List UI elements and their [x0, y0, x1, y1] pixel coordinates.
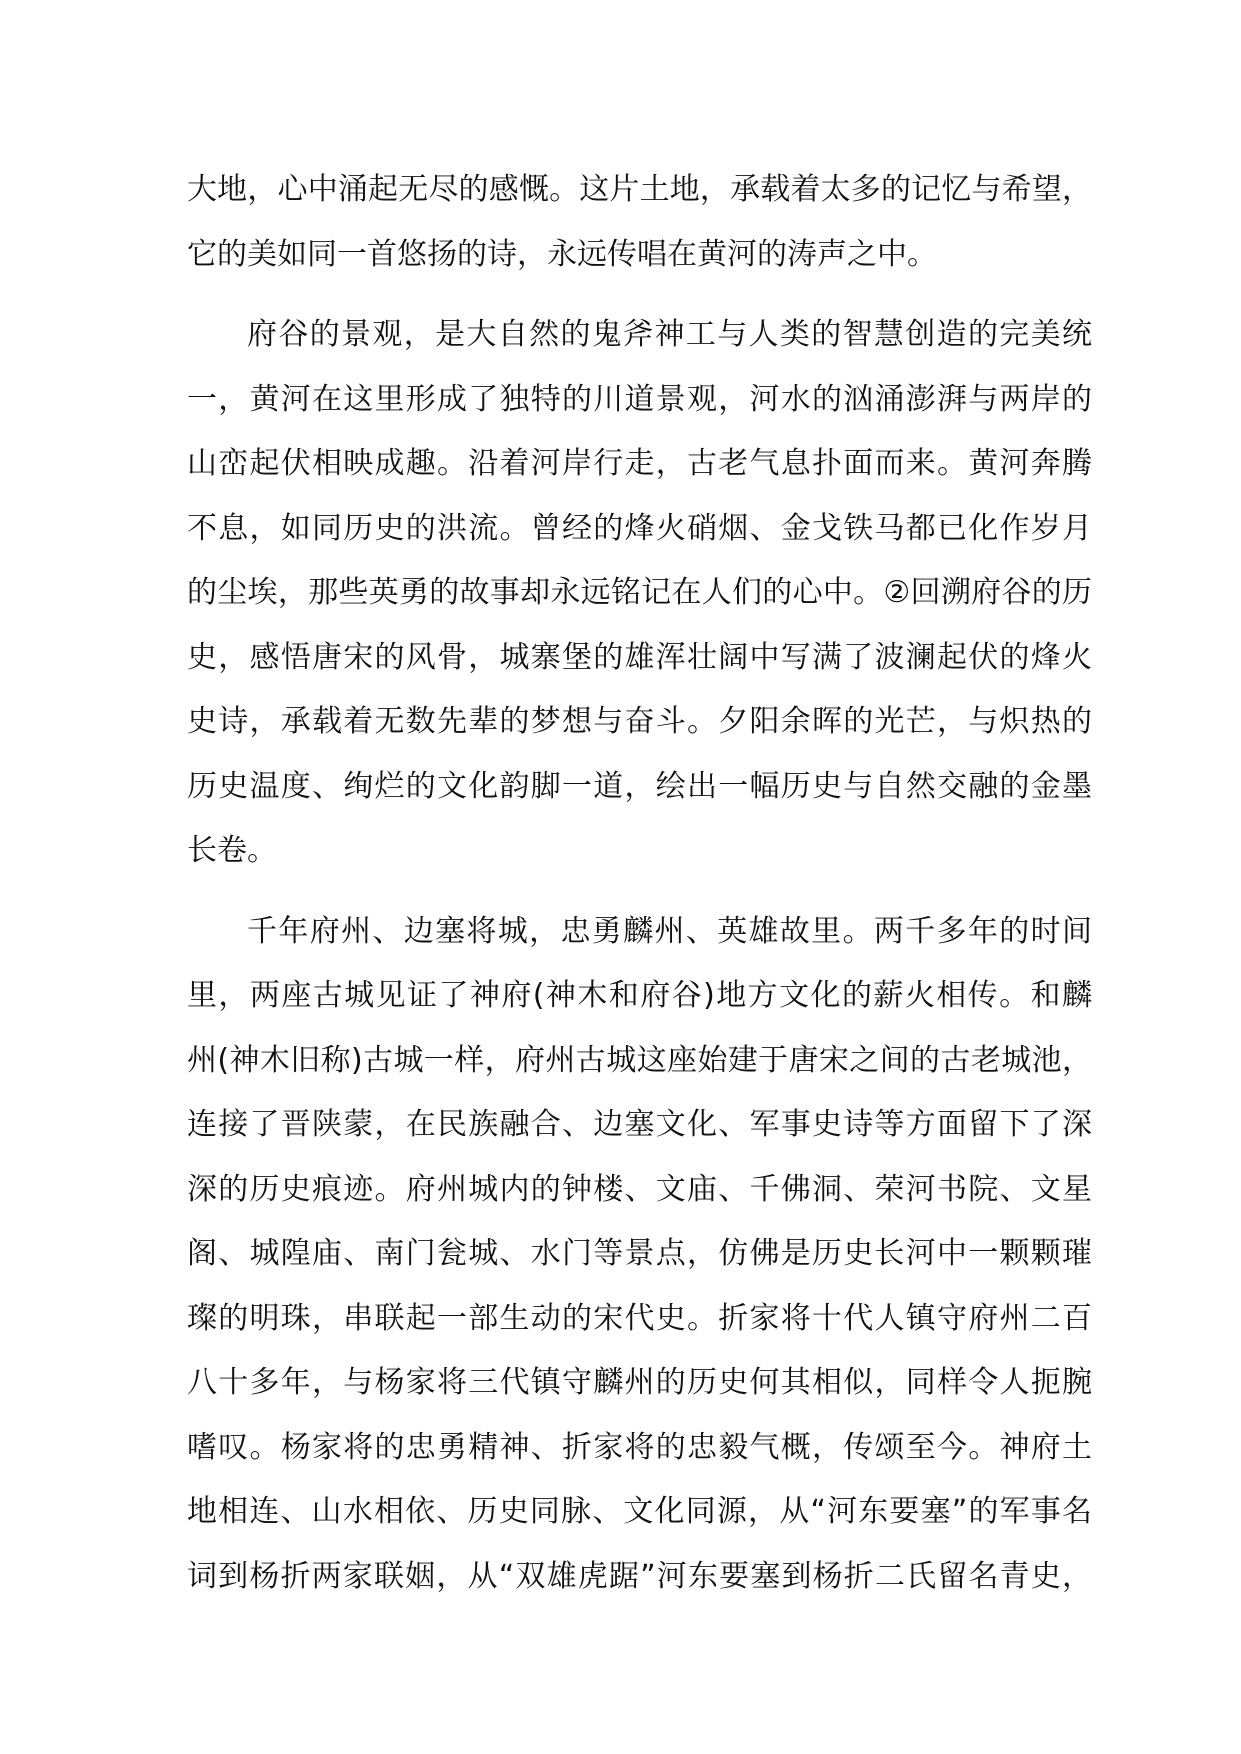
text-line: 词到杨折两家联姻，从“双雄虎踞”河东要塞到杨折二氏留名青史， — [187, 1558, 1092, 1594]
text-line: 历史温度、绚烂的文化韵脚一道，绘出一幅历史与自然交融的金墨 — [187, 768, 1092, 804]
text-line: 地相连、山水相依、历史同脉、文化同源，从“河东要塞”的军事名 — [187, 1494, 1092, 1529]
text-line: 嗜叹。杨家将的忠勇精神、折家将的忠毅气概，传颂至今。神府土 — [187, 1429, 1092, 1465]
document-page — [187, 158, 1092, 1625]
text-line: 长卷。 — [187, 833, 277, 868]
paragraph-1 — [187, 158, 1092, 287]
paragraph-3 — [187, 900, 1092, 1610]
text-line: 的尘埃，那些英勇的故事却永远铭记在人们的心中。②回溯府谷的历 — [187, 575, 1092, 610]
text-line: 一，黄河在这里形成了独特的川道景观，河水的汹涌澎湃与两岸的 — [187, 381, 1092, 417]
text-line: 史诗，承载着无数先辈的梦想与奋斗。夕阳余晖的光芒，与炽热的 — [187, 704, 1092, 739]
text-line: 大地，心中涌起无尽的感慨。这片土地，承载着太多的记忆与希望， — [187, 172, 1092, 207]
text-line: 连接了晋陕蒙，在民族融合、边塞文化、军事史诗等方面留下了深 — [187, 1107, 1092, 1142]
text-line: 阁、城隍庙、南门瓮城、水门等景点，仿佛是历史长河中一颗颗璀 — [187, 1236, 1092, 1271]
text-line: 不息，如同历史的洪流。曾经的烽火硝烟、金戈铁马都已化作岁月 — [187, 510, 1092, 546]
text-line: 山峦起伏相映成趣。沿着河岸行走，古老气息扑面而来。黄河奔腾 — [187, 446, 1092, 481]
text-line: 州(神木旧称)古城一样，府州古城这座始建于唐宋之间的古老城池， — [187, 1042, 1092, 1078]
text-line: 史，感悟唐宋的风骨，城寨堡的雄浑壮阔中写满了波澜起伏的烽火 — [187, 639, 1092, 675]
text-line: 八十多年，与杨家将三代镇守麟州的历史何其相似，同样令人扼腕 — [187, 1365, 1092, 1400]
text-line: 璨的明珠，串联起一部生动的宋代史。折家将十代人镇守府州二百 — [187, 1300, 1092, 1336]
text-line: 千年府州、边塞将城，忠勇麟州、英雄故里。两千多年的时间 — [247, 913, 1092, 949]
text-line: 它的美如同一首悠扬的诗，永远传唱在黄河的涛声之中。 — [187, 236, 937, 272]
text-line: 里，两座古城见证了神府(神木和府谷)地方文化的薪火相传。和麟 — [187, 978, 1092, 1013]
paragraph-2 — [187, 303, 1092, 884]
text-line: 深的历史痕迹。府州城内的钟楼、文庙、千佛洞、荣河书院、文星 — [187, 1171, 1092, 1207]
text-line: 府谷的景观，是大自然的鬼斧神工与人类的智慧创造的完美统 — [247, 317, 1092, 352]
